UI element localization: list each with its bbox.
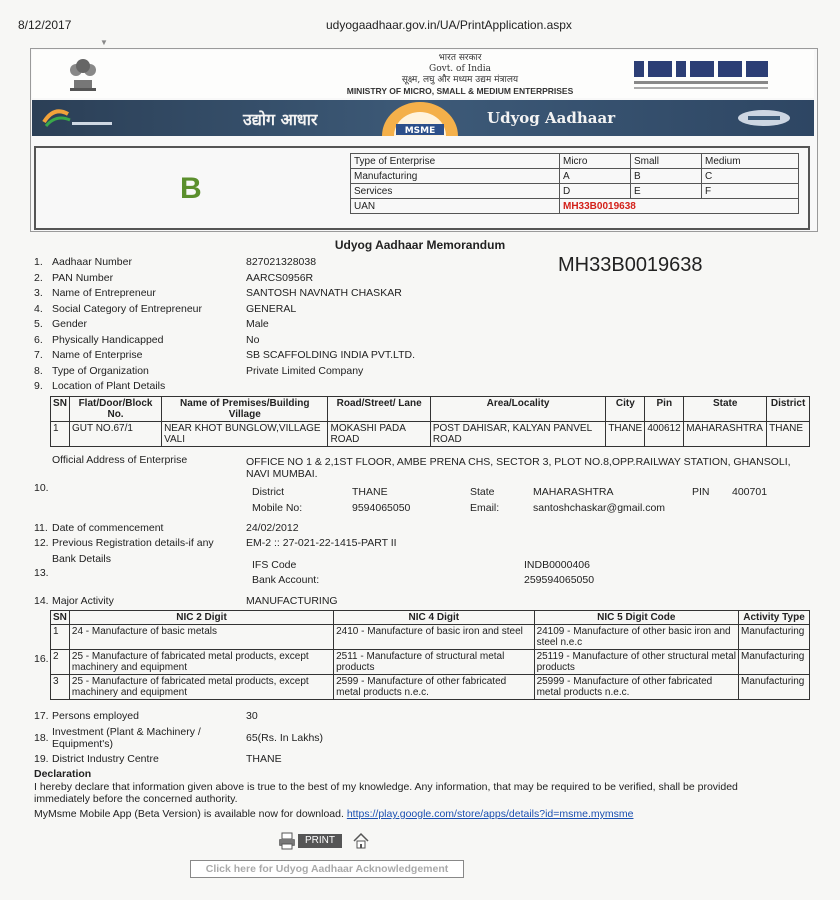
field-number: 18.	[34, 732, 49, 744]
field-label: Previous Registration details-if any	[52, 537, 214, 549]
state-value: MAHARASHTRA	[533, 486, 614, 498]
bank-account-value: 259594065050	[524, 574, 595, 586]
field-label: Aadhaar Number	[52, 256, 132, 268]
column-header: Flat/Door/Block No.	[69, 397, 161, 422]
uan-label: UAN	[351, 199, 560, 214]
table-cell: 25119 - Manufacture of other structural metal products	[534, 650, 738, 675]
print-button[interactable]: PRINT	[298, 834, 342, 848]
app-note	[34, 808, 633, 820]
table-cell: 2599 - Manufacture of other fabricated metal products n.e.c.	[334, 675, 534, 700]
email-label: Email:	[470, 502, 500, 514]
table-cell: 3	[51, 675, 70, 700]
table-cell: Manufacturing	[739, 625, 810, 650]
field-number: 7.	[34, 349, 43, 361]
table-cell: 400612	[645, 422, 684, 447]
field-number: 16.	[34, 653, 49, 665]
field-number: 1.	[34, 256, 43, 268]
government-logo-icon	[734, 107, 794, 129]
table-cell: Manufacturing	[351, 169, 560, 184]
table-cell: 2410 - Manufacture of basic iron and steel	[334, 625, 534, 650]
column-header: NIC 4 Digit	[334, 611, 534, 625]
digital-india-logo-icon	[38, 104, 118, 132]
field-value: AARCS0956R	[246, 272, 314, 284]
ministry-hindi-2: Govt. of India	[429, 64, 491, 74]
table-cell: Manufacturing	[739, 650, 810, 675]
table-cell: NEAR KHOT BUNGLOW,VILLAGE VALI	[162, 422, 328, 447]
column-header: Area/Locality	[430, 397, 606, 422]
ministry-english: MINISTRY OF MICRO, SMALL & MEDIUM ENTERPRISES	[346, 86, 574, 96]
field-label: Gender	[52, 318, 88, 330]
uan-large: MH33B0019638	[558, 254, 703, 276]
table-header-row	[51, 611, 810, 625]
acknowledgement-button[interactable]: Click here for Udyog Aadhaar Acknowledgement	[190, 860, 464, 878]
ifs-value: INDB0000406	[524, 559, 590, 571]
mobile-label: Mobile No:	[252, 502, 303, 514]
declaration-text: I hereby declare that information given above is true to the best of my knowledge. Any information, that may be required to be verified, shall be provided immediately before the concerned authority.	[34, 781, 738, 805]
column-header: District	[767, 397, 810, 422]
field-label: Date of commencement	[52, 522, 164, 534]
column-header: Activity Type	[739, 611, 810, 625]
table-cell: Services	[351, 184, 560, 199]
bank-details-label: Bank Details	[52, 553, 111, 565]
declaration-title: Declaration	[34, 768, 92, 780]
print-url: udyogaadhaar.gov.in/UA/PrintApplication.aspx	[326, 18, 572, 32]
category-letter: B	[180, 172, 202, 205]
field-label: Physically Handicapped	[52, 334, 164, 346]
field-number: 11.	[34, 522, 48, 534]
title-hindi: उद्योग आधार	[243, 110, 318, 129]
field-number: 2.	[34, 272, 43, 284]
field-number: 3.	[34, 287, 43, 299]
column-header: Road/Street/ Lane	[328, 397, 430, 422]
table-cell: 1	[51, 625, 70, 650]
field-value: MANUFACTURING	[246, 595, 338, 607]
table-row	[351, 169, 799, 184]
table-cell: Type of Enterprise	[351, 154, 560, 169]
plant-location-table	[50, 396, 810, 447]
district-label: District	[252, 486, 285, 498]
field-label: Name of Enterprise	[52, 349, 143, 361]
pin-label: PIN	[692, 486, 710, 498]
table-cell: 25 - Manufacture of fabricated metal products, except machinery and equipment	[69, 675, 333, 700]
table-row	[51, 625, 810, 650]
ministry-hindi-1: भारत सरकार	[438, 53, 482, 63]
table-cell: Medium	[702, 154, 799, 169]
table-cell: 2	[51, 650, 70, 675]
field-number: 13.	[34, 567, 49, 579]
ministry-heading	[300, 53, 620, 97]
field-label: Location of Plant Details	[52, 380, 166, 392]
field-number: 4.	[34, 303, 43, 315]
column-header: NIC 2 Digit	[69, 611, 333, 625]
table-cell: A	[560, 169, 631, 184]
field-value: Male	[246, 318, 269, 330]
column-header: Name of Premises/Building Village	[162, 397, 328, 422]
app-download-link[interactable]: https://play.google.com/store/apps/details?id=msme.mymsme	[346, 808, 634, 820]
field-number: 5.	[34, 318, 43, 330]
title-english: Udyog Aadhaar	[487, 109, 616, 127]
print-date: 8/12/2017	[18, 18, 72, 32]
field-label: PAN Number	[52, 272, 114, 284]
field-value: 30	[246, 710, 258, 722]
printer-icon[interactable]	[278, 832, 296, 850]
field-value: SB SCAFFOLDING INDIA PVT.LTD.	[246, 349, 416, 361]
table-cell: Micro	[560, 154, 631, 169]
column-header: NIC 5 Digit Code	[534, 611, 738, 625]
field-label: Investment (Plant & Machinery / Equipment's)	[52, 726, 201, 750]
table-header-row	[51, 397, 810, 422]
bank-account-label: Bank Account:	[252, 574, 320, 586]
table-cell: 2511 - Manufacture of structural metal products	[334, 650, 534, 675]
field-value: Private Limited Company	[246, 365, 364, 377]
ministry-hindi-3: सूक्ष्म, लघु और मध्यम उद्यम मंत्रालय	[401, 75, 519, 85]
pin-value: 400701	[732, 486, 768, 498]
field-label: Persons employed	[52, 710, 139, 722]
field-value: SANTOSH NAVNATH CHASKAR	[246, 287, 402, 299]
field-number: 8.	[34, 365, 43, 377]
table-cell: 25 - Manufacture of fabricated metal products, except machinery and equipment	[69, 650, 333, 675]
msme-logo-icon	[632, 57, 772, 93]
table-cell: GUT NO.67/1	[69, 422, 161, 447]
field-number: 19.	[34, 753, 49, 765]
table-cell: 1	[51, 422, 70, 447]
table-cell: MAHARASHTRA	[684, 422, 767, 447]
field-number: 9.	[34, 380, 43, 392]
column-header: Pin	[645, 397, 684, 422]
field-number: 10.	[34, 482, 49, 494]
table-row	[351, 154, 799, 169]
table-row	[351, 184, 799, 199]
table-cell: B	[631, 169, 702, 184]
column-header: SN	[51, 397, 70, 422]
field-value: 65(Rs. In Lakhs)	[246, 732, 324, 744]
nic-activity-table	[50, 610, 810, 700]
table-cell: THANE	[767, 422, 810, 447]
column-header: City	[606, 397, 645, 422]
state-label: State	[470, 486, 495, 498]
field-value: EM-2 :: 27-021-22-1415-PART II	[246, 537, 397, 549]
table-cell: Manufacturing	[739, 675, 810, 700]
table-row	[51, 422, 810, 447]
udyog-aadhaar-msme-badge-icon	[374, 100, 466, 136]
table-cell: E	[631, 184, 702, 199]
memorandum-title: Udyog Aadhaar Memorandum	[334, 238, 506, 252]
table-cell: 24 - Manufacture of basic metals	[69, 625, 333, 650]
national-emblem-icon	[62, 54, 104, 94]
field-value: No	[246, 334, 260, 346]
ifs-label: IFS Code	[252, 559, 297, 571]
official-address-label: Official Address of Enterprise	[52, 454, 188, 466]
table-cell: 25999 - Manufacture of other fabricated metal products n.e.c.	[534, 675, 738, 700]
field-label: Social Category of Entrepreneur	[52, 303, 202, 315]
field-value: GENERAL	[246, 303, 297, 315]
official-address: OFFICE NO 1 & 2,1ST FLOOR, AMBE PRENA CHS, SECTOR 3, PLOT NO.8,OPP.RAILWAY STATION, GHANSOLI, NAVI MUMBAI.	[246, 456, 791, 480]
column-header: State	[684, 397, 767, 422]
column-header: SN	[51, 611, 70, 625]
table-cell: POST DAHISAR, KALYAN PANVEL ROAD	[430, 422, 606, 447]
field-value: 827021328038	[246, 256, 317, 268]
field-value: THANE	[246, 753, 282, 765]
table-cell: MOKASHI PADA ROAD	[328, 422, 430, 447]
table-cell: D	[560, 184, 631, 199]
email-value: santoshchaskar@gmail.com	[533, 502, 666, 514]
table-cell: THANE	[606, 422, 645, 447]
table-cell: F	[702, 184, 799, 199]
scan-mark-icon: ▼	[100, 38, 108, 47]
field-label: District Industry Centre	[52, 753, 159, 765]
field-label: Major Activity	[52, 595, 114, 607]
field-label: Type of Organization	[52, 365, 149, 377]
field-label: Name of Entrepreneur	[52, 287, 156, 299]
table-cell: C	[702, 169, 799, 184]
field-number: 17.	[34, 710, 49, 722]
field-value: 24/02/2012	[246, 522, 299, 534]
app-note-text: MyMsme Mobile App (Beta Version) is available now for download.	[34, 808, 344, 820]
svg-text:MSME: MSME	[404, 126, 436, 136]
home-icon[interactable]	[352, 832, 370, 850]
table-row	[351, 199, 799, 214]
district-value: THANE	[352, 486, 388, 498]
mobile-value: 9594065050	[352, 502, 411, 514]
field-number: 14.	[34, 595, 49, 607]
table-cell: 24109 - Manufacture of other basic iron and steel n.e.c	[534, 625, 738, 650]
field-number: 12.	[34, 537, 49, 549]
enterprise-type-table	[350, 153, 799, 214]
table-cell: Small	[631, 154, 702, 169]
field-number: 6.	[34, 334, 43, 346]
uan-value: MH33B0019638	[560, 199, 799, 214]
table-row	[51, 675, 810, 700]
table-row	[51, 650, 810, 675]
